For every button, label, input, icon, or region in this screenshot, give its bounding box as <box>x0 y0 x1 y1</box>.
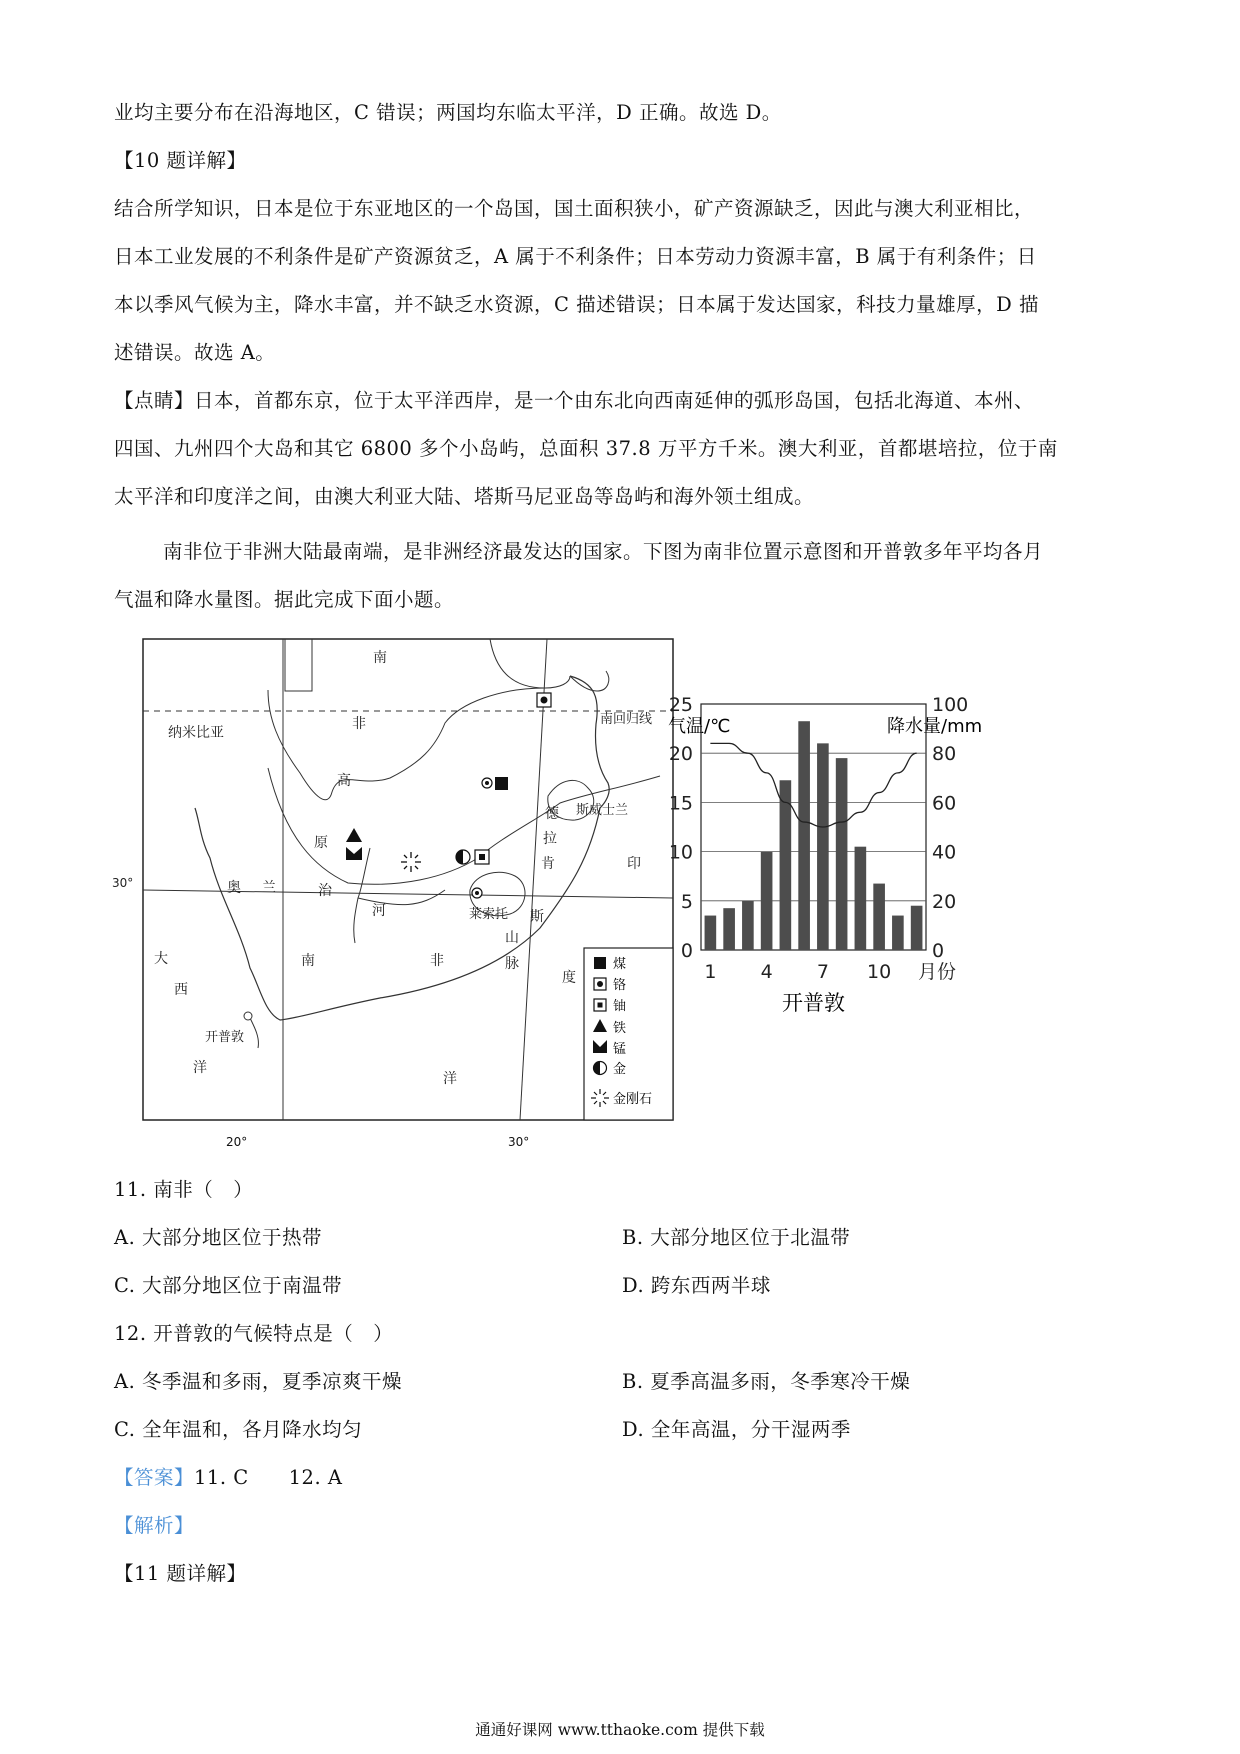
option-12-c[interactable]: C. 全年温和，各月降水均匀 <box>114 1418 363 1441</box>
left-tick-label: 25 <box>668 694 693 716</box>
map-legend <box>584 948 673 1120</box>
map-label: 斯威士兰 <box>576 803 629 818</box>
gold-icon-half <box>456 850 463 864</box>
lon-label-20: 20° <box>226 1135 248 1149</box>
capital-icon-dot <box>485 781 489 785</box>
precip-bar <box>742 901 754 950</box>
coal-icon <box>495 777 508 790</box>
precip-bar <box>836 758 848 950</box>
intro-line: 南非位于非洲大陆最南端，是非洲经济最发达的国家。下图为南非位置示意图和开普敦多年平均各月 <box>163 540 1044 563</box>
map-label: 洋 <box>443 1071 457 1087</box>
map-label: 度 <box>562 970 576 986</box>
x-axis-label: 月份 <box>918 961 957 983</box>
option-11-a[interactable]: A. 大部分地区位于热带 <box>114 1226 322 1249</box>
option-11-b[interactable]: B. 大部分地区位于北温带 <box>622 1226 851 1249</box>
precip-bar <box>761 852 773 950</box>
right-tick-label: 60 <box>932 792 957 815</box>
legend-label: 铬 <box>613 978 627 993</box>
left-axis-label: 气温/℃ <box>668 716 731 737</box>
dianjing-line: 【点睛】日本，首都东京，位于太平洋西岸，是一个由东北向西南延伸的弧形岛国，包括北海道、本州、 <box>114 389 1035 412</box>
diamond-icon <box>401 852 421 872</box>
text-line: 结合所学知识，日本是位于东亚地区的一个岛国，国土面积狭小，矿产资源缺乏，因此与澳大利亚相比， <box>114 197 1035 220</box>
left-tick-label: 15 <box>668 792 693 815</box>
dianjing-line: 四国、九州四个大岛和其它 6800 多个小岛屿，总面积 37.8 万平方千米。澳大利亚，首都堪培拉，位于南 <box>114 437 1058 460</box>
legend-label: 金刚石 <box>613 1092 653 1107</box>
coal-icon <box>594 957 606 969</box>
right-tick-label: 40 <box>932 841 957 864</box>
section-heading-11: 【11 题详解】 <box>114 1562 247 1585</box>
map-label: 大 <box>154 951 168 967</box>
orange-river <box>354 848 370 943</box>
page-footer: 通通好课网 www.tthaoke.com 提供下载 <box>475 1721 765 1739</box>
legend-label: 锰 <box>613 1042 627 1057</box>
map-label: 非 <box>352 716 366 732</box>
legend-label: 煤 <box>613 957 627 972</box>
capetown-marker <box>244 1012 252 1020</box>
map-label: 非 <box>430 953 444 969</box>
precip-bar <box>705 916 717 950</box>
uranium-icon-inner <box>479 854 485 860</box>
chromium-icon-dot <box>541 697 548 704</box>
precip-bar <box>723 908 735 950</box>
botswana-border <box>285 639 312 691</box>
left-tick-label: 20 <box>668 743 693 766</box>
map-label: 兰 <box>262 880 276 896</box>
map-label: 30° <box>112 876 134 890</box>
option-11-c[interactable]: C. 大部分地区位于南温带 <box>114 1274 343 1297</box>
map-label: 奥 <box>227 880 241 896</box>
left-tick-label: 10 <box>668 841 693 864</box>
map-label: 高 <box>337 773 351 789</box>
text-line: 本以季风气候为主，降水丰富，并不缺乏水资源，C 描述错误；日本属于发达国家，科技力量雄厚，D 描 <box>114 293 1039 316</box>
question-12: 12. 开普敦的气候特点是（ ） <box>114 1322 394 1345</box>
map-label: 肯 <box>541 856 555 872</box>
map-label: 治 <box>318 883 332 899</box>
map-label: 原 <box>314 835 328 851</box>
precip-bar <box>855 847 867 950</box>
figure <box>100 628 1140 1128</box>
text-line: 业均主要分布在沿海地区，C 错误；两国均东临太平洋，D 正确。故选 D。 <box>114 101 782 124</box>
right-axis-label: 降水量/mm <box>887 716 983 737</box>
map-label: 莱索托 <box>469 907 509 922</box>
question-11: 11. 南非（ ） <box>114 1178 254 1201</box>
map-label: 河 <box>372 903 386 919</box>
x-tick-label: 4 <box>760 961 773 983</box>
map-label: 南 <box>301 953 315 969</box>
precip-bar <box>873 884 885 950</box>
text-line: 日本工业发展的不利条件是矿产资源贫乏，A 属于不利条件；日本劳动力资源丰富，B 属于有利条件；日 <box>114 245 1037 268</box>
legend-label: 铀 <box>613 999 627 1014</box>
map-label: 南回归线 <box>600 712 653 727</box>
map-label: 纳米比亚 <box>168 725 224 741</box>
south-africa-map <box>112 639 673 1120</box>
left-tick-label: 5 <box>680 890 693 913</box>
map-label: 南 <box>373 650 387 666</box>
map-label: 山 <box>505 930 519 946</box>
internal-boundary <box>268 768 660 884</box>
answer-label: 【答案】 <box>114 1466 195 1489</box>
map-label: 脉 <box>505 956 519 972</box>
intro-line: 气温和降水量图。据此完成下面小题。 <box>114 588 455 611</box>
section-heading-10: 【10 题详解】 <box>114 149 247 172</box>
legend-label: 铁 <box>613 1021 627 1036</box>
answer-line <box>114 1462 342 1490</box>
lon-label-30: 30° <box>508 1135 530 1149</box>
climate-chart <box>668 694 982 1015</box>
analysis-heading: 【解析】 <box>114 1514 195 1537</box>
option-12-b[interactable]: B. 夏季高温多雨，冬季寒冷干燥 <box>622 1370 911 1393</box>
capital-icon-dot <box>475 891 479 895</box>
x-tick-label: 7 <box>816 961 829 983</box>
map-label: 德 <box>545 806 559 822</box>
border-ne <box>490 639 570 688</box>
right-tick-label: 80 <box>932 743 957 766</box>
x-tick-label: 10 <box>867 961 892 983</box>
x-tick-label: 1 <box>704 961 717 983</box>
map-label: 印 <box>627 856 641 872</box>
iron-icon <box>346 828 362 842</box>
text-line: 述错误。故选 A。 <box>114 341 276 364</box>
right-tick-label: 0 <box>932 940 945 962</box>
map-label: 洋 <box>193 1060 207 1076</box>
map-label: 斯 <box>530 909 544 925</box>
coastline <box>195 676 609 1020</box>
right-tick-label: 20 <box>932 890 957 913</box>
precip-bar <box>911 906 923 950</box>
border-mozambique <box>570 671 609 691</box>
dianjing-line: 太平洋和印度洋之间，由澳大利亚大陆、塔斯马尼亚岛等岛屿和海外领土组成。 <box>114 485 815 508</box>
map-label: 开普敦 <box>205 1030 245 1045</box>
precip-bar <box>798 721 810 950</box>
precip-bar <box>817 743 829 950</box>
figure-svg <box>100 628 1140 1128</box>
cape-line <box>250 1018 258 1048</box>
manganese-icon <box>346 847 362 860</box>
legend-label: 金 <box>613 1062 627 1077</box>
map-label: 西 <box>174 982 188 998</box>
chart-title: 开普敦 <box>782 991 845 1015</box>
option-12-d[interactable]: D. 全年高温，分干湿两季 <box>622 1418 851 1441</box>
right-tick-label: 100 <box>932 694 969 716</box>
left-tick-label: 0 <box>680 940 693 962</box>
precip-bar <box>892 916 904 950</box>
map-label: 拉 <box>543 831 557 847</box>
option-11-d[interactable]: D. 跨东西两半球 <box>622 1274 771 1297</box>
precip-bar <box>780 780 792 950</box>
option-12-a[interactable]: A. 冬季温和多雨，夏季凉爽干燥 <box>114 1370 402 1393</box>
answer-text: 11. C 12. A <box>194 1466 343 1489</box>
